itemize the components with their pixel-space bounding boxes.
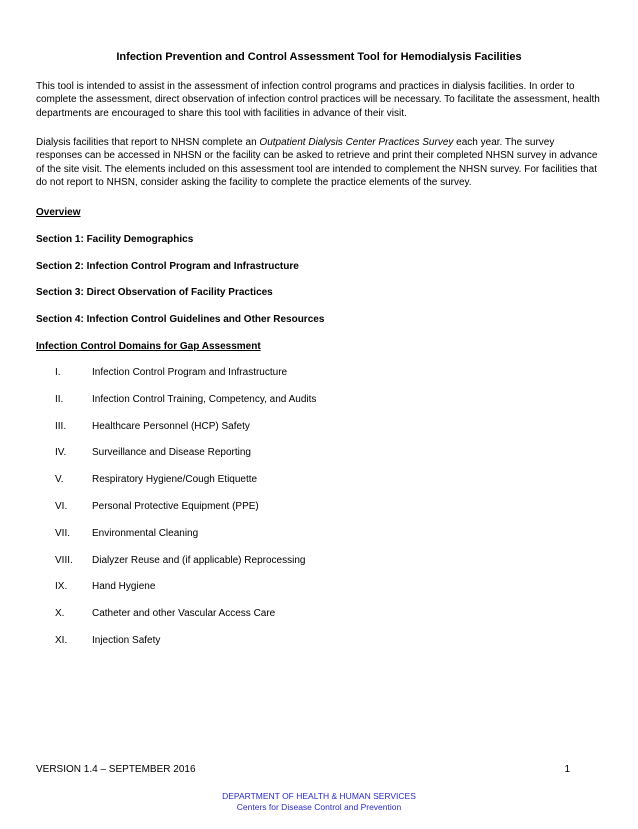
list-item: [0, 393, 638, 420]
domain-label: Hand Hygiene: [92, 581, 156, 593]
domain-label: Injection Safety: [92, 634, 161, 646]
page-number: 1: [564, 764, 570, 775]
overview-heading: Overview: [36, 207, 81, 218]
list-item: [0, 366, 638, 393]
domain-number: X.: [55, 608, 65, 620]
section-2-heading: Section 2: Infection Control Program and Infrastructure: [36, 261, 299, 272]
footer-version: VERSION 1.4 – SEPTEMBER 2016: [36, 764, 196, 775]
nhsn-paragraph-end: each year. The survey responses can be accessed in NHSN or the facility can be asked to retrieve and print their completed NHSN survey in advance of the site visit. The elements included on this assessment tool are intended to complement the NHSN survey. For facilities that do not report to NHSN, consider asking the facility to complete the practice elements of the survey.: [36, 137, 598, 189]
section-1-heading: Section 1: Facility Demographics: [36, 234, 194, 245]
domain-label: Healthcare Personnel (HCP) Safety: [92, 420, 250, 432]
domain-number: I.: [55, 367, 61, 378]
footer-department: DEPARTMENT OF HEALTH & HUMAN SERVICES: [222, 791, 416, 801]
domain-label: Infection Control Program and Infrastructure: [92, 367, 288, 378]
list-item: [0, 554, 638, 581]
domain-number: III.: [55, 420, 67, 432]
domain-label: Surveillance and Disease Reporting: [92, 447, 251, 459]
list-item: [0, 580, 638, 607]
list-item: [0, 473, 638, 500]
domain-number: IV.: [55, 447, 67, 459]
survey-name: Outpatient Dialysis Center Practices Survey: [259, 137, 454, 148]
section-4-heading: Section 4: Infection Control Guidelines and Other Resources: [36, 314, 325, 325]
domain-label: Infection Control Training, Competency, and Audits: [92, 393, 317, 405]
domain-number: VIII.: [55, 554, 73, 566]
section-3-heading: Section 3: Direct Observation of Facility Practices: [36, 287, 273, 298]
list-item: [0, 634, 638, 661]
list-item: [0, 420, 638, 447]
domain-number: II.: [55, 393, 64, 405]
domain-label: Environmental Cleaning: [92, 527, 199, 539]
footer-agency-block: [0, 791, 638, 813]
list-item: [0, 500, 638, 527]
domains-list: [0, 366, 638, 661]
list-item: [0, 607, 638, 634]
domain-number: XI.: [55, 634, 68, 646]
domain-number: VI.: [55, 500, 68, 512]
domain-number: VII.: [55, 527, 71, 539]
domain-number: IX.: [55, 581, 68, 593]
domain-number: V.: [55, 474, 64, 486]
intro-paragraph: This tool is intended to assist in the assessment of infection control programs and practices in dialysis facilities. In order to complete the assessment, direct observation of infection control practices will be necessary. To facilitate the assessment, health departments are encouraged to share this tool with facilities in advance of their visit.: [36, 81, 600, 119]
domains-heading: Infection Control Domains for Gap Assessment: [36, 341, 261, 352]
domain-label: Dialyzer Reuse and (if applicable) Reprocessing: [92, 554, 306, 566]
domain-label: Respiratory Hygiene/Cough Etiquette: [92, 474, 258, 486]
domain-label: Catheter and other Vascular Access Care: [92, 608, 276, 620]
nhsn-paragraph: [36, 136, 602, 190]
domain-label: Personal Protective Equipment (PPE): [92, 500, 259, 512]
list-item: [0, 446, 638, 473]
footer-agency: Centers for Disease Control and Prevention: [236, 802, 402, 812]
nhsn-paragraph-start: Dialysis facilities that report to NHSN complete an: [36, 137, 260, 148]
document-title: Infection Prevention and Control Assessment Tool for Hemodialysis Facilities: [116, 51, 522, 63]
list-item: [0, 527, 638, 554]
